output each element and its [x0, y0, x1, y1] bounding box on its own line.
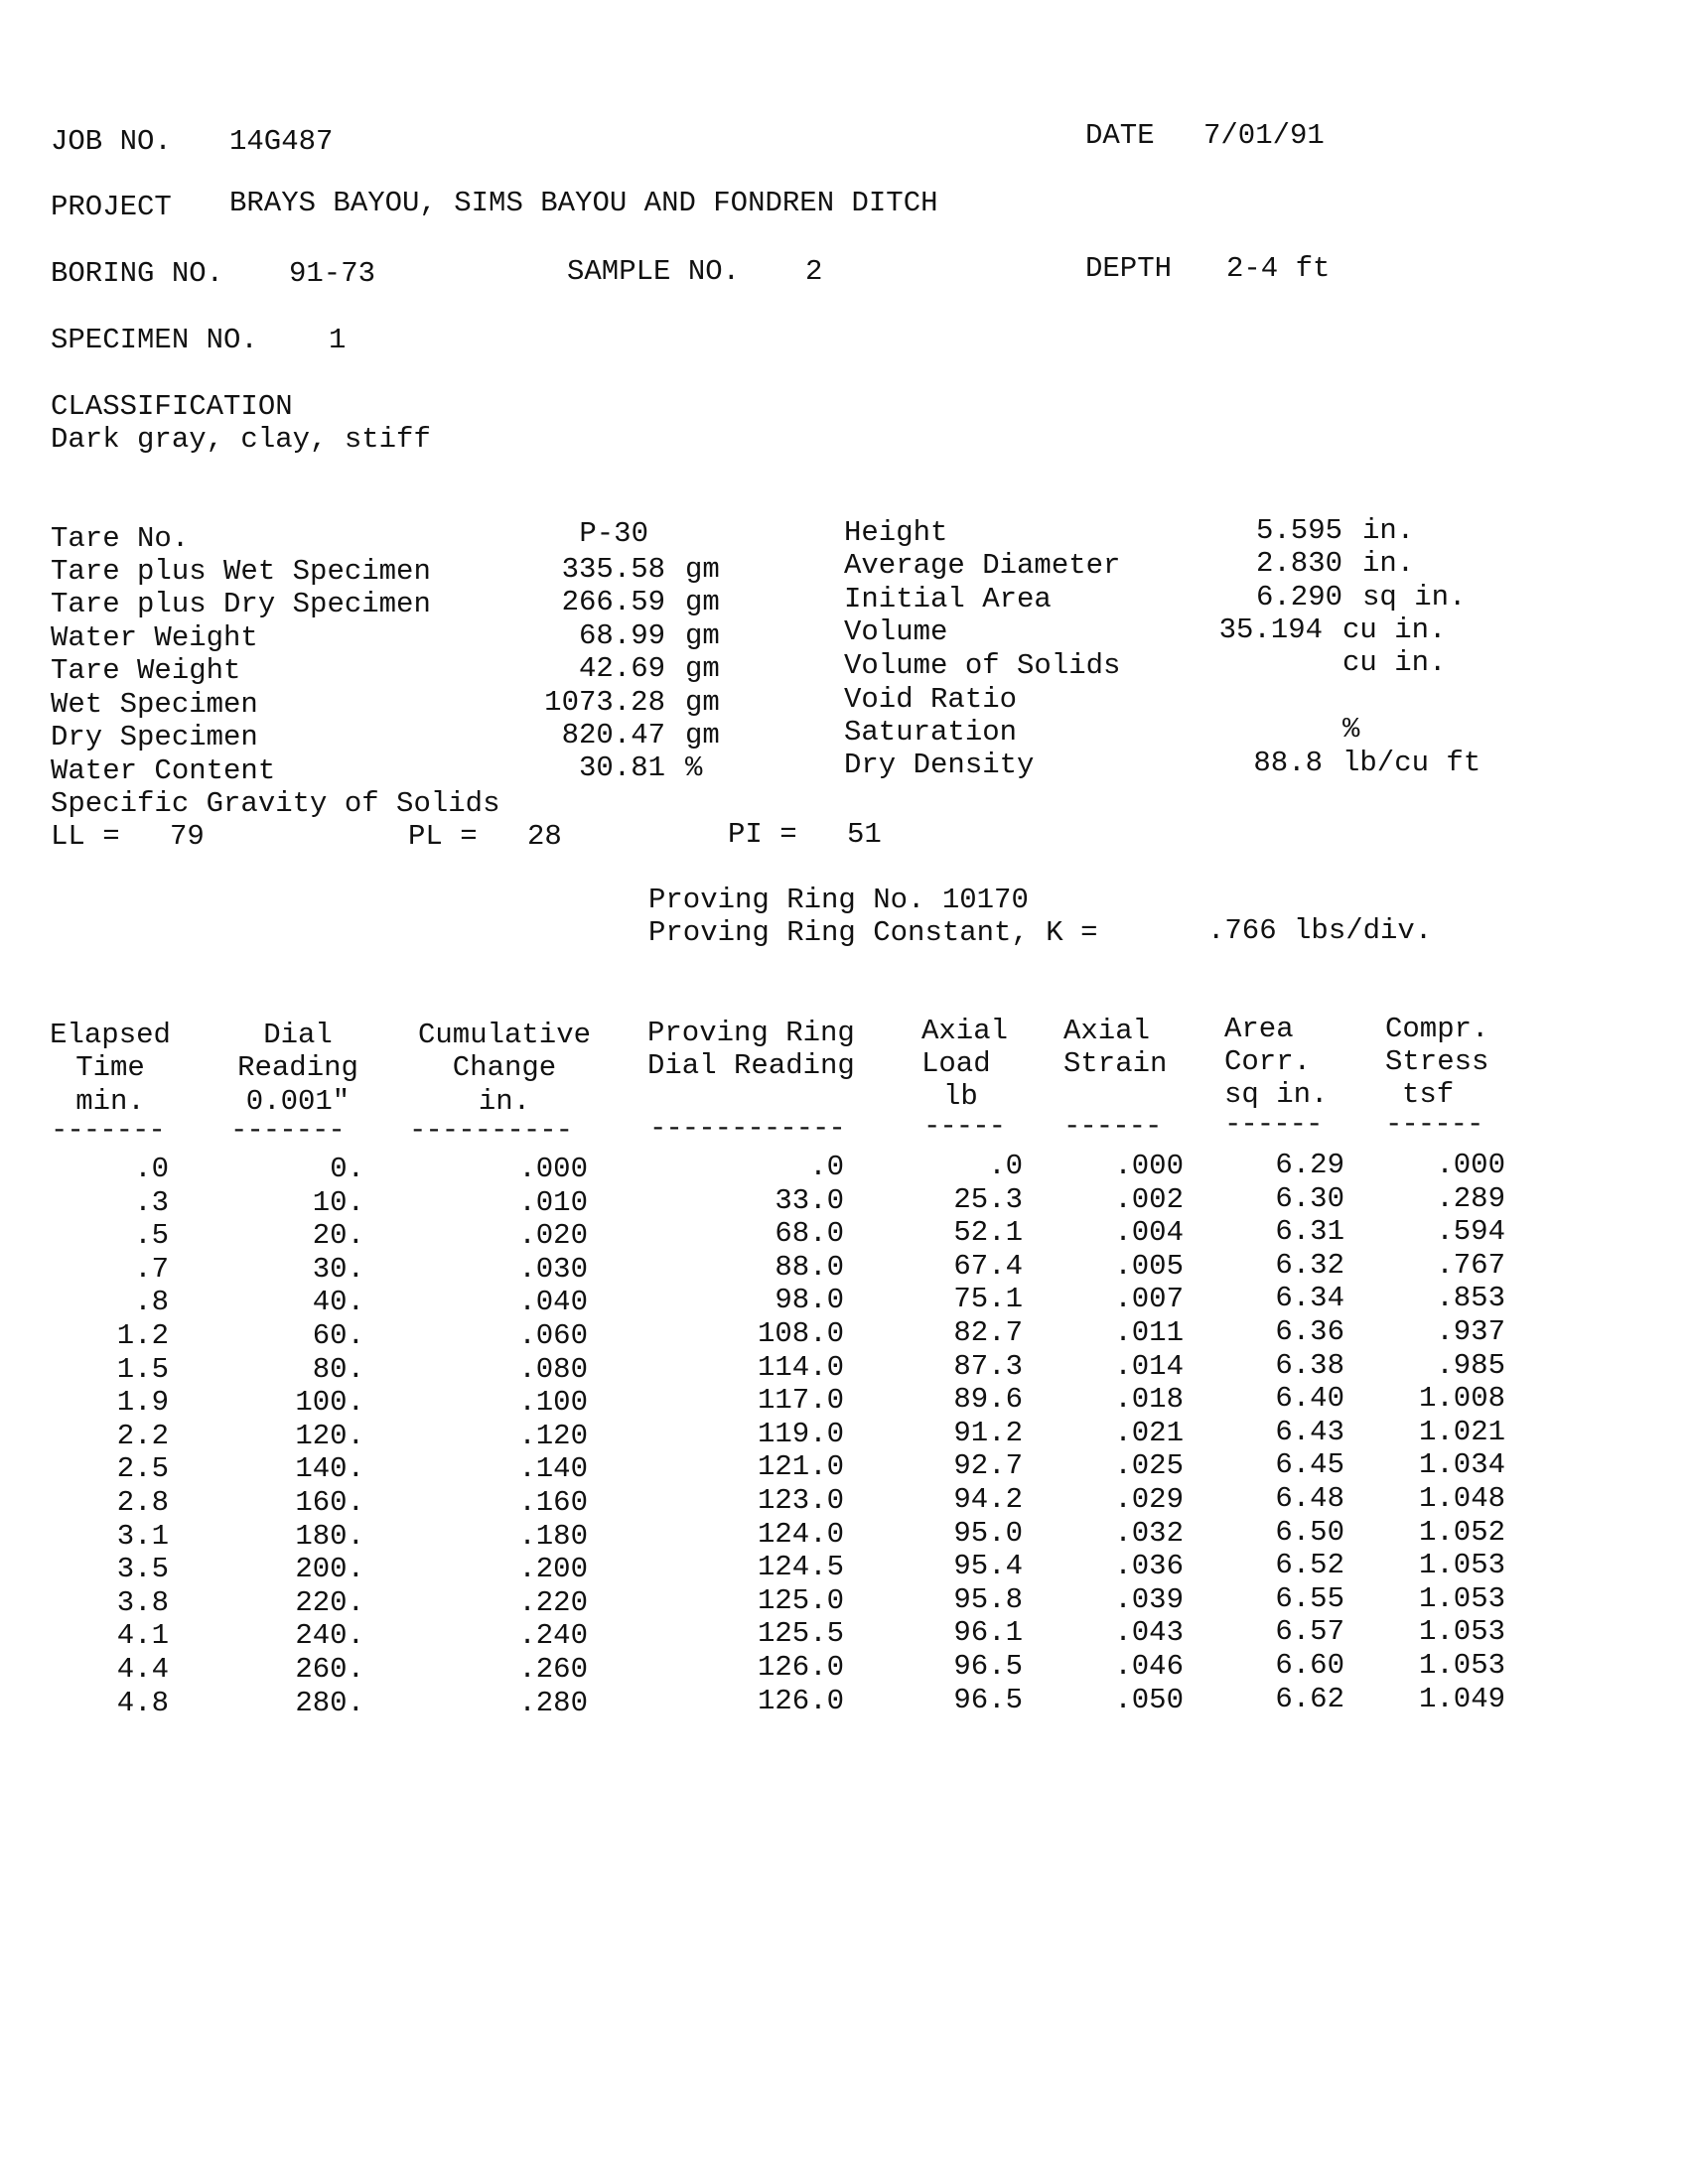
- column-header: tsf: [1402, 1078, 1455, 1111]
- table-cell: .7: [134, 1253, 169, 1286]
- table-cell: 3.8: [116, 1586, 169, 1619]
- property-value: 30.81: [578, 751, 665, 784]
- table-cell: .030: [518, 1253, 588, 1286]
- proving-ring-constant-label: Proving Ring Constant, K =: [648, 916, 1098, 949]
- column-header: Reading: [237, 1051, 358, 1084]
- table-cell: 1.034: [1418, 1448, 1505, 1481]
- table-cell: 120.: [295, 1420, 364, 1452]
- classification-label: CLASSIFICATION: [51, 390, 293, 423]
- table-cell: 6.40: [1275, 1382, 1344, 1415]
- column-rule: ------: [1224, 1108, 1323, 1141]
- property-label: Volume: [844, 615, 948, 648]
- table-cell: 119.0: [757, 1418, 844, 1450]
- table-cell: 10.: [312, 1186, 364, 1219]
- table-cell: 6.36: [1275, 1315, 1344, 1348]
- column-header: Compr.: [1385, 1013, 1489, 1045]
- table-cell: 1.9: [116, 1386, 169, 1419]
- column-header: lb: [943, 1080, 978, 1113]
- column-header: Elapsed: [50, 1019, 171, 1051]
- boring-number-label: BORING NO.: [51, 257, 224, 290]
- property-value: 88.8: [1253, 747, 1323, 779]
- table-cell: 20.: [312, 1219, 364, 1252]
- table-cell: 67.4: [953, 1250, 1023, 1283]
- depth-value: 2-4 ft: [1226, 252, 1331, 285]
- table-cell: 260.: [295, 1653, 364, 1686]
- property-label: Water Weight: [51, 621, 258, 654]
- table-cell: 92.7: [953, 1449, 1023, 1482]
- table-cell: 0.: [330, 1153, 364, 1185]
- table-cell: .180: [518, 1520, 588, 1553]
- property-unit: lb/cu ft: [1342, 747, 1481, 779]
- table-cell: 33.0: [775, 1184, 844, 1217]
- table-cell: 89.6: [953, 1383, 1023, 1416]
- table-cell: 6.38: [1275, 1349, 1344, 1382]
- column-rule: ------------: [649, 1112, 845, 1145]
- date-value: 7/01/91: [1203, 119, 1325, 152]
- table-cell: 1.021: [1418, 1416, 1505, 1448]
- table-cell: 30.: [312, 1253, 364, 1286]
- table-cell: 126.0: [757, 1685, 844, 1717]
- table-cell: 6.34: [1275, 1282, 1344, 1314]
- depth-label: DEPTH: [1085, 252, 1173, 285]
- project-label: PROJECT: [51, 191, 172, 223]
- table-cell: 100.: [295, 1386, 364, 1419]
- property-value: 335.58: [561, 553, 665, 586]
- property-value: 42.69: [578, 652, 665, 685]
- table-cell: 126.0: [757, 1651, 844, 1684]
- column-header: Strain: [1063, 1047, 1168, 1080]
- property-unit: sq in.: [1362, 581, 1467, 614]
- table-cell: .0: [134, 1153, 169, 1185]
- column-rule: ------: [1385, 1108, 1483, 1141]
- table-cell: 160.: [295, 1486, 364, 1519]
- table-cell: .007: [1114, 1283, 1184, 1315]
- table-cell: 240.: [295, 1619, 364, 1652]
- table-cell: 6.57: [1275, 1615, 1344, 1648]
- table-cell: 117.0: [757, 1384, 844, 1417]
- boring-number-value: 91-73: [289, 257, 376, 290]
- table-cell: .043: [1114, 1616, 1184, 1649]
- sample-number-value: 2: [805, 255, 823, 288]
- table-cell: .050: [1114, 1684, 1184, 1716]
- table-cell: 95.8: [953, 1583, 1023, 1616]
- column-header: Dial Reading: [647, 1049, 855, 1082]
- table-cell: 200.: [295, 1553, 364, 1585]
- property-label: Specific Gravity of Solids: [51, 787, 500, 820]
- table-cell: .240: [518, 1619, 588, 1652]
- table-cell: 125.5: [757, 1617, 844, 1650]
- plasticity-index-value: 51: [847, 818, 882, 851]
- table-cell: .025: [1114, 1449, 1184, 1482]
- property-label: Volume of Solids: [844, 649, 1121, 682]
- sample-number-label: SAMPLE NO.: [567, 255, 741, 288]
- table-cell: 6.52: [1275, 1549, 1344, 1581]
- table-cell: 6.43: [1275, 1416, 1344, 1448]
- table-cell: .120: [518, 1420, 588, 1452]
- table-cell: 6.60: [1275, 1649, 1344, 1682]
- table-cell: 125.0: [757, 1584, 844, 1617]
- table-cell: 4.4: [116, 1653, 169, 1686]
- property-value: P-30: [579, 517, 648, 550]
- property-value: 820.47: [561, 719, 665, 751]
- table-cell: 60.: [312, 1319, 364, 1352]
- table-cell: 121.0: [757, 1450, 844, 1483]
- property-unit: %: [685, 751, 703, 784]
- table-cell: 96.1: [953, 1616, 1023, 1649]
- property-value: 266.59: [561, 586, 665, 618]
- table-cell: 96.5: [953, 1684, 1023, 1716]
- column-rule: -----: [923, 1110, 1006, 1143]
- table-cell: 220.: [295, 1586, 364, 1619]
- table-cell: .039: [1114, 1583, 1184, 1616]
- table-cell: .011: [1114, 1316, 1184, 1349]
- table-cell: 96.5: [953, 1650, 1023, 1683]
- property-label: Tare No.: [51, 522, 190, 555]
- property-unit: in.: [1362, 547, 1415, 580]
- table-cell: .200: [518, 1553, 588, 1585]
- table-cell: .3: [134, 1186, 169, 1219]
- table-cell: .100: [518, 1386, 588, 1419]
- table-cell: 4.1: [116, 1619, 169, 1652]
- property-unit: gm: [685, 686, 720, 719]
- table-cell: .000: [1436, 1149, 1505, 1181]
- property-unit: cu in.: [1342, 646, 1447, 679]
- table-cell: 108.0: [757, 1317, 844, 1350]
- table-cell: 94.2: [953, 1483, 1023, 1516]
- property-unit: cu in.: [1342, 614, 1447, 646]
- property-label: Tare Weight: [51, 654, 241, 687]
- table-cell: .0: [809, 1151, 844, 1183]
- table-cell: .280: [518, 1687, 588, 1719]
- table-cell: 68.0: [775, 1217, 844, 1250]
- table-cell: 98.0: [775, 1284, 844, 1316]
- proving-ring-constant-value: .766 lbs/div.: [1207, 914, 1433, 947]
- table-cell: 87.3: [953, 1350, 1023, 1383]
- table-cell: 91.2: [953, 1417, 1023, 1449]
- column-header: Load: [921, 1047, 991, 1080]
- table-cell: .036: [1114, 1550, 1184, 1582]
- column-rule: -------: [230, 1114, 345, 1147]
- property-label: Average Diameter: [844, 549, 1121, 582]
- table-cell: .160: [518, 1486, 588, 1519]
- property-label: Saturation: [844, 716, 1018, 749]
- property-label: Height: [844, 516, 948, 549]
- property-value: 5.595: [1255, 514, 1342, 547]
- table-cell: .220: [518, 1586, 588, 1619]
- table-cell: .8: [134, 1286, 169, 1318]
- table-cell: 88.0: [775, 1251, 844, 1284]
- property-label: Void Ratio: [844, 683, 1018, 716]
- table-cell: 40.: [312, 1286, 364, 1318]
- property-unit: %: [1342, 713, 1360, 746]
- column-header: min.: [75, 1085, 145, 1118]
- table-cell: 6.31: [1275, 1215, 1344, 1248]
- job-number-label: JOB NO.: [51, 125, 172, 158]
- plastic-limit-label: PL =: [408, 820, 478, 853]
- table-cell: .029: [1114, 1483, 1184, 1516]
- liquid-limit-label: LL =: [51, 820, 120, 853]
- property-value: 68.99: [578, 619, 665, 652]
- table-cell: .040: [518, 1286, 588, 1318]
- table-cell: 1.053: [1418, 1615, 1505, 1648]
- property-label: Wet Specimen: [51, 688, 258, 721]
- table-cell: 123.0: [757, 1484, 844, 1517]
- table-cell: 1.053: [1418, 1649, 1505, 1682]
- project-value: BRAYS BAYOU, SIMS BAYOU AND FONDREN DITCH: [229, 187, 938, 219]
- table-cell: 4.8: [116, 1687, 169, 1719]
- property-label: Initial Area: [844, 583, 1052, 615]
- table-cell: 1.2: [116, 1319, 169, 1352]
- table-cell: 75.1: [953, 1283, 1023, 1315]
- column-header: in.: [478, 1085, 531, 1118]
- job-number-value: 14G487: [229, 125, 334, 158]
- table-cell: 124.5: [757, 1551, 844, 1583]
- property-unit: gm: [685, 553, 720, 586]
- property-label: Tare plus Dry Specimen: [51, 588, 431, 620]
- table-cell: .002: [1114, 1183, 1184, 1216]
- property-unit: gm: [685, 619, 720, 652]
- table-cell: 1.049: [1418, 1683, 1505, 1715]
- table-cell: 180.: [295, 1520, 364, 1553]
- table-cell: 2.2: [116, 1420, 169, 1452]
- property-value: 35.194: [1218, 614, 1323, 646]
- column-rule: ----------: [409, 1114, 573, 1147]
- table-cell: 2.5: [116, 1452, 169, 1485]
- table-cell: 6.45: [1275, 1448, 1344, 1481]
- table-cell: 6.30: [1275, 1182, 1344, 1215]
- table-cell: .594: [1436, 1215, 1505, 1248]
- column-header: Change: [452, 1051, 557, 1084]
- column-header: 0.001": [245, 1085, 351, 1118]
- table-cell: 114.0: [757, 1351, 844, 1384]
- table-cell: .014: [1114, 1350, 1184, 1383]
- table-cell: 1.053: [1418, 1582, 1505, 1615]
- table-cell: 6.32: [1275, 1249, 1344, 1282]
- column-rule: ------: [1063, 1110, 1162, 1143]
- proving-ring-number: Proving Ring No. 10170: [648, 884, 1029, 916]
- table-cell: 1.048: [1418, 1482, 1505, 1515]
- property-label: Water Content: [51, 754, 276, 787]
- column-rule: -------: [51, 1114, 165, 1147]
- specimen-number-label: SPECIMEN NO.: [51, 324, 258, 356]
- property-label: Dry Density: [844, 749, 1035, 781]
- property-label: Tare plus Wet Specimen: [51, 555, 431, 588]
- table-cell: .985: [1436, 1349, 1505, 1382]
- table-cell: 6.55: [1275, 1582, 1344, 1615]
- date-label: DATE: [1085, 119, 1155, 152]
- table-cell: 3.5: [116, 1553, 169, 1585]
- table-cell: 6.29: [1275, 1149, 1344, 1181]
- table-cell: .5: [134, 1219, 169, 1252]
- table-cell: .010: [518, 1186, 588, 1219]
- table-cell: 3.1: [116, 1520, 169, 1553]
- column-header: Area: [1224, 1013, 1294, 1045]
- table-cell: .767: [1436, 1249, 1505, 1282]
- table-cell: .021: [1114, 1417, 1184, 1449]
- column-header: Axial: [921, 1015, 1009, 1047]
- table-cell: 52.1: [953, 1216, 1023, 1249]
- table-cell: 1.5: [116, 1353, 169, 1386]
- table-cell: .020: [518, 1219, 588, 1252]
- table-cell: .260: [518, 1653, 588, 1686]
- column-header: Axial: [1063, 1015, 1151, 1047]
- table-cell: 1.008: [1418, 1382, 1505, 1415]
- column-header: Proving Ring: [647, 1017, 855, 1049]
- property-label: Dry Specimen: [51, 721, 258, 753]
- table-cell: .004: [1114, 1216, 1184, 1249]
- property-unit: gm: [685, 652, 720, 685]
- table-cell: .046: [1114, 1650, 1184, 1683]
- table-cell: .018: [1114, 1383, 1184, 1416]
- property-value: 2.830: [1255, 547, 1342, 580]
- table-cell: .032: [1114, 1517, 1184, 1550]
- table-cell: 6.50: [1275, 1516, 1344, 1549]
- column-header: Dial: [263, 1019, 333, 1051]
- table-cell: 140.: [295, 1452, 364, 1485]
- specimen-number-value: 1: [329, 324, 347, 356]
- property-unit: in.: [1362, 514, 1415, 547]
- plasticity-index-label: PI =: [728, 818, 797, 851]
- table-cell: .0: [988, 1150, 1023, 1182]
- property-unit: gm: [685, 719, 720, 751]
- table-cell: 124.0: [757, 1518, 844, 1551]
- table-cell: 1.052: [1418, 1516, 1505, 1549]
- column-header: Stress: [1385, 1045, 1489, 1078]
- table-cell: 80.: [312, 1353, 364, 1386]
- table-cell: 95.4: [953, 1550, 1023, 1582]
- table-cell: 25.3: [953, 1183, 1023, 1216]
- table-cell: .289: [1436, 1182, 1505, 1215]
- table-cell: 6.62: [1275, 1683, 1344, 1715]
- table-cell: .060: [518, 1319, 588, 1352]
- table-cell: .853: [1436, 1282, 1505, 1314]
- property-value: 1073.28: [544, 686, 665, 719]
- plastic-limit-value: 28: [527, 820, 562, 853]
- table-cell: .005: [1114, 1250, 1184, 1283]
- property-unit: gm: [685, 586, 720, 618]
- table-cell: 1.053: [1418, 1549, 1505, 1581]
- table-cell: .140: [518, 1452, 588, 1485]
- column-header: sq in.: [1224, 1078, 1329, 1111]
- table-cell: .080: [518, 1353, 588, 1386]
- property-value: 6.290: [1255, 581, 1342, 614]
- liquid-limit-value: 79: [170, 820, 205, 853]
- classification-value: Dark gray, clay, stiff: [51, 423, 431, 456]
- table-cell: 95.0: [953, 1517, 1023, 1550]
- table-cell: .000: [518, 1153, 588, 1185]
- table-cell: .937: [1436, 1315, 1505, 1348]
- column-header: Cumulative: [417, 1019, 592, 1051]
- table-cell: .000: [1114, 1150, 1184, 1182]
- column-header: Corr.: [1224, 1045, 1312, 1078]
- table-cell: 6.48: [1275, 1482, 1344, 1515]
- table-cell: 82.7: [953, 1316, 1023, 1349]
- table-cell: 280.: [295, 1687, 364, 1719]
- table-cell: 2.8: [116, 1486, 169, 1519]
- column-header: Time: [75, 1051, 145, 1084]
